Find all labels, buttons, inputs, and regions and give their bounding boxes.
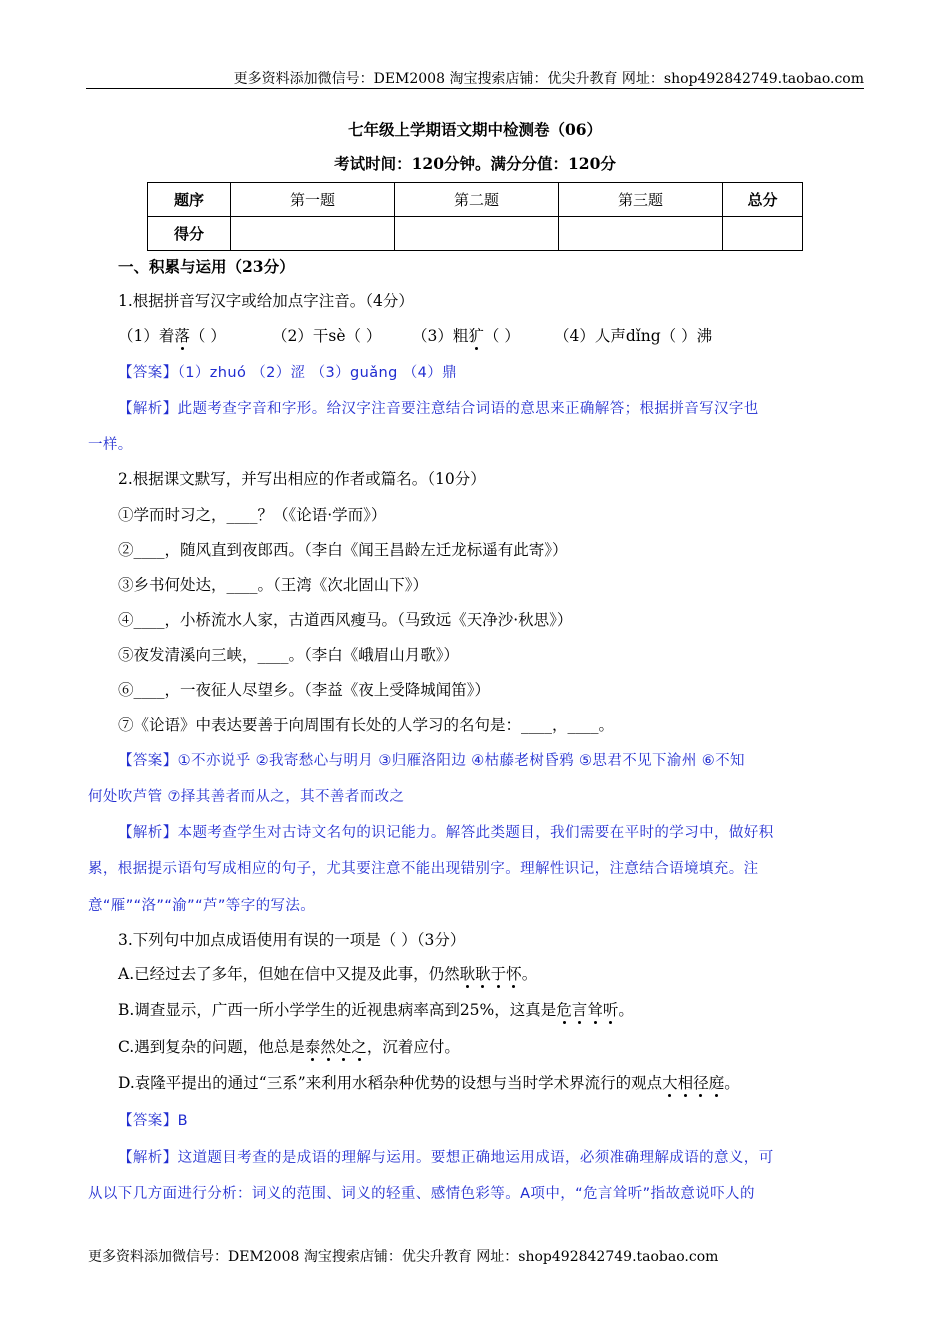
q3-option-b	[118, 999, 634, 1021]
table-row	[148, 183, 803, 217]
dotted-char: 怀	[506, 965, 522, 983]
q1-item-1	[118, 325, 226, 347]
table-cell: 第二题	[395, 183, 559, 217]
dotted-char: 于	[490, 965, 507, 983]
q3-option-c	[118, 1036, 460, 1058]
q2-line-7: ⑦《论语》中表达要善于向周围有长处的人学习的名句是：____，____。	[118, 716, 615, 734]
dotted-char: 然	[320, 1038, 336, 1056]
exam-title: 七年级上学期语文期中检测卷（06）	[347, 120, 603, 139]
q2-line-2: ②____，随风直到夜郎西。（李白《闻王昌龄左迁龙标遥有此寄》）	[118, 541, 568, 559]
score-table	[147, 182, 803, 251]
q2-line-6: ⑥____，一夜征人尽望乡。（李益《夜上受降城闻笛》）	[118, 681, 491, 699]
dotted-char: 之	[351, 1038, 367, 1056]
dotted-char: 庭	[708, 1074, 725, 1092]
q3-analysis-cont: 从以下几方面进行分析：词义的范围、词义的轻重、感情色彩等。A项中，“危言耸听”指故意说吓人的	[88, 1186, 755, 1202]
q1-analysis-cont: 一样。	[88, 437, 133, 453]
q3-analysis: 【解析】这道题目考查的是成语的理解与运用。要想正确地运用成语，必须准确理解成语的意义，可	[118, 1150, 774, 1166]
table-row	[148, 217, 803, 251]
q1-analysis: 【解析】此题考查字音和字形。给汉字注音要注意结合词语的意思来正确解答；根据拼音写汉字也	[118, 401, 759, 417]
exam-subtitle: 考试时间：120分钟。满分分值：120分	[334, 154, 616, 173]
q2-analysis-cont: 意“雁”“洛”“渝”“芦”等字的写法。	[88, 898, 316, 914]
text-run: （ ）	[483, 327, 520, 345]
text-run: A.已经过去了多年，但她在信中又提及此事，仍然	[118, 965, 460, 983]
q1-item-3	[412, 325, 520, 347]
dotted-char: 听	[602, 1001, 619, 1019]
q1-item-4: （4）人声dǐng（ ）沸	[554, 327, 713, 345]
text-run: B.调查显示，广西一所小学学生的近视患病率高到25%，这真是	[118, 1001, 557, 1019]
table-cell: 得分	[148, 217, 231, 251]
q2-line-4: ④____，小桥流水人家，古道西风瘦马。（马致远《天净沙·秋思》）	[118, 611, 573, 629]
score-input-cell	[723, 217, 803, 251]
score-input-cell	[395, 217, 559, 251]
text-run: 。	[724, 1074, 740, 1092]
dotted-char: 耿	[475, 965, 491, 983]
text-run: 。	[521, 965, 538, 983]
score-input-cell	[231, 217, 395, 251]
q2-stem: 2.根据课文默写，并写出相应的作者或篇名。（10分）	[118, 470, 486, 488]
q1-answer: 【答案】（1）zhuó （2）涩 （3）guǎng （4）鼎	[118, 365, 458, 381]
q2-analysis: 【解析】本题考查学生对古诗文名句的识记能力。解答此类题目，我们需要在平时的学习中，做好积	[118, 825, 774, 841]
dotted-char: 犷	[468, 327, 484, 345]
text-run: （ ）	[189, 327, 226, 345]
score-input-cell	[559, 217, 723, 251]
dotted-char: 耿	[459, 965, 476, 983]
dotted-char: 耸	[587, 1001, 603, 1019]
q2-line-1: ①学而时习之，____？（《论语·学而》）	[118, 506, 387, 524]
dotted-char: 径	[693, 1074, 709, 1092]
dotted-char: 落	[174, 327, 190, 345]
q2-analysis-cont: 累，根据提示语句写成相应的句子，尤其要注意不能出现错别字。理解性识记，注意结合语境填充。注	[88, 861, 759, 877]
q3-answer: 【答案】B	[118, 1113, 188, 1129]
text-run: ，沉着应付。	[366, 1038, 460, 1056]
q3-option-d	[118, 1072, 740, 1094]
text-run: （3）粗	[412, 327, 469, 345]
table-cell: 第一题	[231, 183, 395, 217]
dotted-char: 言	[571, 1001, 588, 1019]
header-rule	[86, 88, 864, 89]
page-footer: 更多资料添加微信号：DEM2008 淘宝搜索店铺：优尖升教育 网址：shop492842749.taobao.com	[88, 1249, 719, 1265]
page-header: 更多资料添加微信号：DEM2008 淘宝搜索店铺：优尖升教育 网址：shop492842749.taobao.com	[233, 71, 864, 87]
dotted-char: 相	[677, 1074, 694, 1092]
dotted-char: 处	[335, 1038, 352, 1056]
table-cell: 第三题	[559, 183, 723, 217]
q1-stem: 1.根据拼音写汉字或给加点字注音。（4分）	[118, 292, 414, 310]
q3-stem: 3.下列句中加点成语使用有误的一项是（ ）（3分）	[118, 931, 466, 949]
q2-line-3: ③乡书何处达，____。（王湾《次北固山下》）	[118, 576, 429, 594]
q2-answer-cont: 何处吹芦管 ⑦择其善者而从之，其不善者而改之	[88, 789, 405, 805]
text-run: D.袁隆平提出的通过“三系”来利用水稻杂种优势的设想与当时学术界流行的观点	[118, 1074, 663, 1092]
text-run: （1）着	[118, 327, 175, 345]
q2-answer: 【答案】①不亦说乎 ②我寄愁心与明月 ③归雁洛阳边 ④枯藤老树昏鸦 ⑤思君不见下渝州 ⑥不知	[118, 753, 745, 769]
dotted-char: 危	[556, 1001, 572, 1019]
table-cell: 总分	[723, 183, 803, 217]
section-heading: 一、积累与运用（23分）	[118, 257, 295, 276]
dotted-char: 泰	[304, 1038, 321, 1056]
q1-item-2: （2）干sè（ ）	[272, 327, 382, 345]
q3-option-a	[118, 963, 537, 985]
dotted-char: 大	[662, 1074, 678, 1092]
q2-line-5: ⑤夜发清溪向三峡，____。（李白《峨眉山月歌》）	[118, 646, 460, 664]
text-run: C.遇到复杂的问题，他总是	[118, 1038, 305, 1056]
text-run: 。	[618, 1001, 634, 1019]
table-cell: 题序	[148, 183, 231, 217]
